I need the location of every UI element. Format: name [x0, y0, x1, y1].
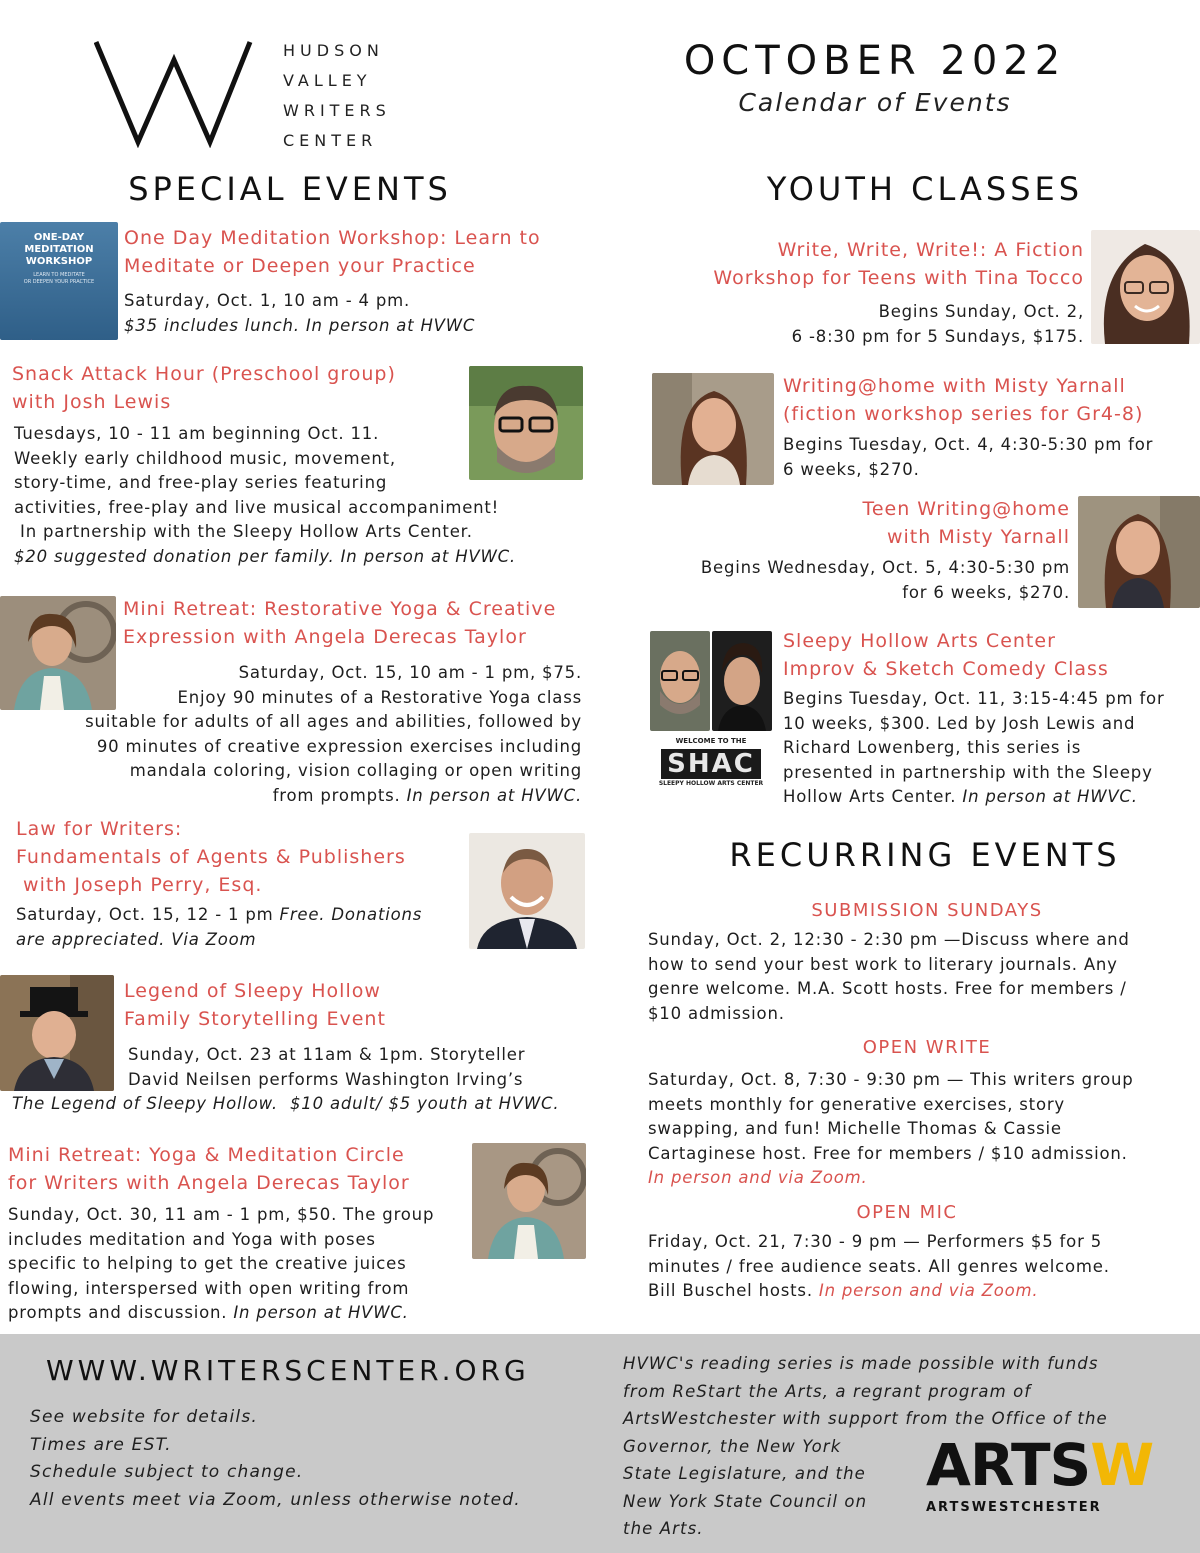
event-meditation-title-1: One Day Meditation Workshop: Learn to	[124, 227, 541, 249]
joseph-perry-photo	[469, 833, 585, 949]
youth-improv-l5b: In person at HWVC.	[962, 787, 1138, 806]
youth-teen-title-2: with Misty Yarnall	[886, 526, 1070, 548]
event-yoga-l3: suitable for adults of all ages and abilities, followed by	[85, 712, 582, 731]
submission-l1: Sunday, Oct. 2, 12:30 - 2:30 pm —Discuss where and	[648, 930, 1130, 949]
event-law-l1b: Free. Donations	[279, 905, 423, 924]
richard-lowenberg-photo	[712, 631, 772, 731]
youth-fiction-title-1: Write, Write, Write!: A Fiction	[777, 239, 1084, 261]
event-snack-title-1: Snack Attack Hour (Preschool group)	[12, 363, 396, 385]
arts-logo-arts: ARTS	[926, 1431, 1091, 1499]
event-law-title-1: Law for Writers:	[16, 818, 183, 840]
open-write-l3: swapping, and fun! Michelle Thomas & Cassie	[648, 1119, 1062, 1138]
event-yoga-l2: Enjoy 90 minutes of a Restorative Yoga class	[177, 687, 582, 707]
event-law-title-2: Fundamentals of Agents & Publishers	[16, 846, 406, 868]
logo-w-mark	[94, 38, 254, 148]
footer-note-4: All events meet via Zoom, unless otherwise noted.	[30, 1489, 521, 1510]
youth-improv-l3: Richard Lowenberg, this series is	[783, 738, 1082, 757]
event-circle-l3: specific to helping to get the creative juices	[8, 1254, 407, 1273]
event-circle-l5b: In person at HVWC.	[233, 1303, 409, 1322]
shac-logo-top: WELCOME TO THE	[675, 737, 747, 745]
footer-note-2: Times are EST.	[30, 1434, 172, 1455]
special-events-heading: SPECIAL EVENTS	[128, 170, 452, 208]
open-mic-l1: Friday, Oct. 21, 7:30 - 9 pm — Performers $5 for 5	[648, 1232, 1102, 1251]
meditation-workshop-thumbnail	[0, 222, 118, 340]
event-yoga-title-1: Mini Retreat: Restorative Yoga & Creative	[123, 598, 557, 620]
youth-athome-l1: Begins Tuesday, Oct. 4, 4:30-5:30 pm for	[783, 435, 1154, 454]
submission-l3: genre welcome. M.A. Scott hosts. Free for members /	[648, 979, 1127, 998]
event-legend-l2: David Neilsen performs Washington Irving’s	[128, 1069, 524, 1089]
footer	[0, 1334, 1200, 1553]
thumb-line-5: OR DEEPEN YOUR PRACTICE	[23, 279, 95, 285]
youth-athome-title-2: (fiction workshop series for Gr4-8)	[783, 403, 1144, 425]
tina-tocco-photo	[1091, 230, 1200, 344]
footer-funding-4: Governor, the New York	[623, 1436, 842, 1456]
event-legend-title-1: Legend of Sleepy Hollow	[124, 980, 381, 1002]
shac-logo-bottom: SLEEPY HOLLOW ARTS CENTER	[658, 780, 764, 787]
footer-funding-3: ArtsWestchester with support from the Office of the	[623, 1409, 1108, 1428]
shac-logo	[650, 736, 772, 796]
event-yoga-title-2: Expression with Angela Derecas Taylor	[123, 626, 527, 648]
event-law-l2: are appreciated. Via Zoom	[16, 929, 257, 949]
event-circle-l4: flowing, interspersed with open writing from	[8, 1278, 410, 1298]
event-legend-l3: The Legend of Sleepy Hollow. $10 adult/ $5 youth at HVWC.	[12, 1094, 560, 1113]
open-write-title: OPEN WRITE	[862, 1037, 992, 1058]
youth-teen-l1: Begins Wednesday, Oct. 5, 4:30-5:30 pm	[700, 558, 1070, 577]
event-yoga-l6b: In person at HVWC.	[406, 785, 582, 805]
event-yoga-l6a: from prompts.	[272, 785, 407, 805]
footer-funding-1: HVWC's reading series is made possible with funds	[623, 1354, 1099, 1373]
youth-improv-l5a: Hollow Arts Center.	[783, 787, 963, 806]
footer-funding-2: from ReStart the Arts, a regrant program of	[623, 1381, 1032, 1401]
logo	[90, 30, 420, 160]
event-snack-l4: activities, free-play and live musical accompaniment!	[14, 497, 500, 517]
event-circle-title-2: for Writers with Angela Derecas Taylor	[8, 1172, 410, 1194]
open-mic-title: OPEN MIC	[856, 1202, 958, 1223]
open-write-l2: meets monthly for generative exercises, story	[648, 1094, 1065, 1114]
event-snack-l1: Tuesdays, 10 - 11 am beginning Oct. 11.	[14, 424, 380, 443]
shac-logo-big: SHAC	[661, 749, 761, 779]
event-legend-l1: Sunday, Oct. 23 at 11am & 1pm. Storyteller	[128, 1045, 526, 1064]
david-neilsen-photo	[0, 975, 114, 1091]
event-meditation-price: $35 includes lunch. In person at HVWC	[124, 315, 476, 335]
open-mic-l2: minutes / free audience seats. All genres welcome.	[648, 1256, 1110, 1276]
logo-line-3: WRITERS	[283, 101, 391, 120]
youth-teen-l2: for 6 weeks, $270.	[902, 582, 1070, 602]
footer-note-3: Schedule subject to change.	[30, 1462, 304, 1482]
open-mic-l3b: In person and via Zoom.	[818, 1281, 1039, 1300]
artswestchester-logo	[926, 1431, 1154, 1524]
event-yoga-l5: mandala coloring, vision collaging or open writing	[129, 761, 582, 780]
josh-lewis-photo-2	[650, 631, 710, 731]
logo-line-4: CENTER	[283, 131, 378, 150]
youth-improv-title-1: Sleepy Hollow Arts Center	[783, 630, 1056, 652]
submission-l2: how to send your best work to literary journals. Any	[648, 954, 1118, 974]
event-law-title-3: with Joseph Perry, Esq.	[16, 874, 263, 896]
event-circle-title-1: Mini Retreat: Yoga & Meditation Circle	[8, 1144, 405, 1166]
arts-logo-w: W	[1090, 1431, 1154, 1499]
page-subtitle: Calendar of Events	[738, 88, 1012, 117]
event-meditation-when: Saturday, Oct. 1, 10 am - 4 pm.	[124, 291, 411, 310]
recurring-events-heading: RECURRING EVENTS	[729, 836, 1121, 874]
angela-taylor-photo-2	[472, 1143, 586, 1259]
footer-website-link[interactable]: WWW.WRITERSCENTER.ORG	[46, 1354, 530, 1387]
open-write-l5: In person and via Zoom.	[648, 1168, 868, 1187]
logo-line-1: HUDSON	[283, 41, 384, 60]
footer-funding-6: New York State Council on	[623, 1491, 868, 1511]
event-circle-l1: Sunday, Oct. 30, 11 am - 1 pm, $50. The group	[8, 1205, 435, 1224]
event-law-l1a: Saturday, Oct. 15, 12 - 1 pm	[16, 905, 280, 924]
arts-logo-subtitle: ARTSWESTCHESTER	[926, 1500, 1102, 1515]
youth-improv-l1: Begins Tuesday, Oct. 11, 3:15-4:45 pm for	[783, 689, 1165, 708]
open-mic-l3a: Bill Buschel hosts.	[648, 1281, 819, 1300]
footer-note-1: See website for details.	[30, 1407, 258, 1427]
open-write-l4: Cartaginese host. Free for members / $10 admission.	[648, 1143, 1128, 1163]
thumb-line-4: LEARN TO MEDITATE	[33, 272, 85, 278]
youth-improv-title-2: Improv & Sketch Comedy Class	[783, 658, 1109, 680]
youth-improv-l4: presented in partnership with the Sleepy	[783, 762, 1153, 782]
thumb-line-2: MEDITATION	[24, 244, 94, 255]
youth-improv-l2: 10 weeks, $300. Led by Josh Lewis and	[783, 713, 1136, 733]
page-title: OCTOBER 2022	[683, 38, 1067, 84]
misty-yarnall-photo-2	[1078, 496, 1200, 608]
logo-line-2: VALLEY	[283, 71, 372, 90]
open-write-l1: Saturday, Oct. 8, 7:30 - 9:30 pm — This writers group	[648, 1070, 1134, 1089]
event-circle-l5a: prompts and discussion.	[8, 1303, 234, 1322]
youth-athome-l2: 6 weeks, $270.	[783, 459, 920, 479]
submission-sundays-title: SUBMISSION SUNDAYS	[811, 900, 1043, 921]
event-snack-l2: Weekly early childhood music, movement,	[14, 448, 396, 468]
event-meditation-title-2: Meditate or Deepen your Practice	[124, 255, 476, 277]
misty-yarnall-photo	[652, 373, 774, 485]
youth-fiction-l1: Begins Sunday, Oct. 2,	[878, 302, 1084, 321]
youth-fiction-l2: 6 -8:30 pm for 5 Sundays, $175.	[791, 326, 1084, 346]
thumb-line-3: WORKSHOP	[25, 256, 93, 267]
footer-funding-7: the Arts.	[623, 1519, 704, 1538]
event-yoga-l1: Saturday, Oct. 15, 10 am - 1 pm, $75.	[238, 663, 582, 682]
event-circle-l2: includes meditation and Yoga with poses	[8, 1229, 376, 1249]
event-snack-l5: In partnership with the Sleepy Hollow Arts Center.	[14, 522, 473, 541]
youth-teen-title-1: Teen Writing@home	[862, 498, 1070, 520]
event-snack-l6: $20 suggested donation per family. In person at HVWC.	[14, 546, 516, 566]
event-snack-l3: story-time, and free-play series featuring	[14, 473, 388, 492]
youth-classes-heading: YOUTH CLASSES	[766, 170, 1084, 208]
event-yoga-l4: 90 minutes of creative expression exercises including	[96, 736, 582, 756]
footer-funding-5: State Legislature, and the	[623, 1464, 866, 1483]
submission-l4: $10 admission.	[648, 1003, 785, 1023]
youth-athome-title-1: Writing@home with Misty Yarnall	[783, 375, 1126, 397]
youth-fiction-title-2: Workshop for Teens with Tina Tocco	[713, 267, 1084, 289]
thumb-line-1: ONE-DAY	[33, 232, 85, 243]
event-snack-title-2: with Josh Lewis	[12, 391, 172, 413]
lotus-icon	[8, 292, 118, 340]
event-legend-title-2: Family Storytelling Event	[124, 1008, 386, 1030]
